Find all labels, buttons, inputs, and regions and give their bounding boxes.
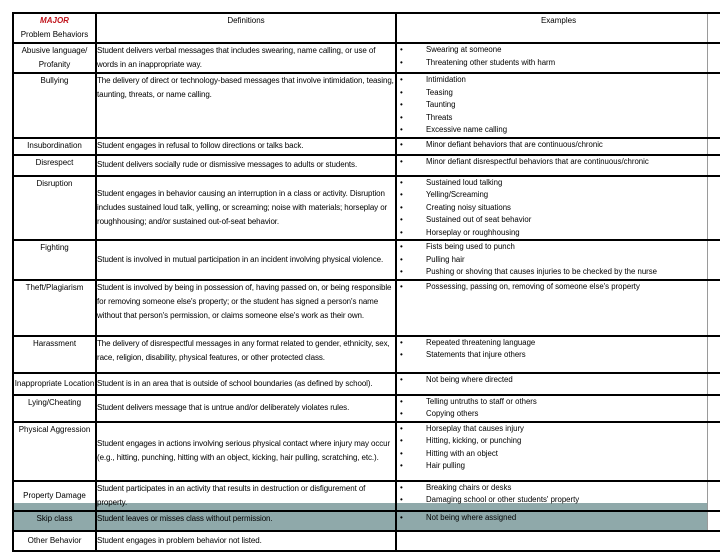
example-item [397, 396, 720, 409]
category-cell: Harassment [13, 336, 96, 373]
definition-cell: Student is involved by being in possession of, having passed on, or being responsible for removing someone else's property; or the student has signed a person's name without that person's permission, or claims someone else's work as their own. [96, 280, 396, 336]
table-row [13, 422, 720, 481]
category-cell: Skip class [13, 511, 96, 531]
example-text: Pulling hair [426, 254, 465, 264]
examples-cell [396, 481, 720, 511]
example-item [397, 349, 720, 362]
definition-cell: Student is involved in mutual participation in an incident involving physical violence. [96, 240, 396, 280]
example-text: Breaking chairs or desks [426, 482, 512, 492]
bullet-icon: • [400, 461, 403, 470]
examples-list [397, 177, 720, 240]
examples-cell [396, 240, 720, 280]
example-text: Fists being used to punch [426, 242, 515, 251]
examples-list [397, 396, 720, 421]
example-item [397, 374, 720, 387]
example-text: Telling untruths to staff or others [426, 396, 537, 406]
examples-cell [396, 531, 720, 551]
header-examples: Examples [396, 13, 720, 43]
examples-cell [396, 422, 720, 481]
example-text: Sustained out of seat behavior [426, 215, 532, 224]
examples-list [397, 281, 720, 294]
bullet-icon: • [400, 512, 403, 522]
bullet-icon: • [400, 139, 403, 149]
example-item [397, 494, 720, 507]
bullet-icon: • [400, 242, 403, 251]
bullet-icon: • [400, 156, 403, 166]
examples-list [397, 423, 720, 473]
examples-list [397, 512, 720, 525]
category-cell: Inappropriate Location [13, 373, 96, 395]
definition-cell: Student engages in actions involving serious physical contact where injury may occur (e.g., hitting, punching, hitting with an object, kicking, hair pulling, scratching, etc.). [96, 422, 396, 481]
table-row [13, 43, 720, 73]
example-text: Not being where directed [426, 374, 513, 384]
example-item [397, 460, 720, 473]
examples-cell [396, 73, 720, 138]
bullet-icon: • [400, 281, 403, 291]
example-item [397, 423, 720, 436]
table-row [13, 240, 720, 280]
definition-cell: Student leaves or misses class without permission. [96, 511, 396, 531]
examples-cell [396, 176, 720, 241]
examples-cell [396, 138, 720, 155]
examples-list [397, 337, 720, 362]
example-item [397, 87, 720, 100]
category-cell: Abusive language/ Profanity [13, 43, 96, 73]
category-cell: Disruption [13, 176, 96, 241]
example-text: Possessing, passing on, removing of someone else's property [426, 281, 640, 291]
bullet-icon: • [400, 227, 403, 237]
bullet-icon: • [400, 112, 403, 122]
table-row [13, 373, 720, 395]
example-item [397, 266, 720, 279]
example-text: Statements that injure others [426, 350, 526, 359]
bullet-icon: • [400, 409, 403, 418]
example-text: Horseplay or roughhousing [426, 227, 520, 237]
example-text: Creating noisy situations [426, 202, 511, 212]
table-row [13, 336, 720, 373]
example-item [397, 214, 720, 227]
example-item [397, 512, 720, 525]
example-item [397, 281, 720, 294]
example-text: Hitting with an object [426, 448, 498, 458]
header-definitions: Definitions [96, 13, 396, 43]
definition-cell: Student engages in problem behavior not listed. [96, 531, 396, 551]
example-text: Horseplay that causes injury [426, 423, 524, 433]
table-row [13, 280, 720, 336]
table-row [13, 155, 720, 176]
bullet-icon: • [400, 448, 403, 458]
problem-behaviors-table [12, 12, 720, 552]
example-item [397, 448, 720, 461]
bullet-icon: • [400, 396, 403, 406]
table-header-row [13, 13, 720, 43]
definition-cell: Student delivers socially rude or dismissive messages to adults or students. [96, 155, 396, 176]
table-row [13, 531, 720, 551]
bullet-icon: • [400, 436, 403, 445]
table-row [13, 395, 720, 422]
example-text: Excessive name calling [426, 125, 508, 134]
definition-cell: Student engages in refusal to follow directions or talks back. [96, 138, 396, 155]
bullet-icon: • [400, 177, 403, 187]
example-item [397, 202, 720, 215]
definition-cell: Student delivers verbal messages that includes swearing, name calling, or use of words in an inappropriate way. [96, 43, 396, 73]
examples-list [397, 139, 720, 152]
example-text: Taunting [426, 100, 456, 109]
examples-cell [396, 511, 720, 531]
category-cell: Property Damage [13, 481, 96, 511]
definition-cell: The delivery of disrespectful messages in any format related to gender, ethnicity, sex, race, religion, disability, physical features, or other protected class. [96, 336, 396, 373]
table-row [13, 511, 720, 531]
bullet-icon: • [400, 100, 403, 109]
examples-cell [396, 395, 720, 422]
bullet-icon: • [400, 267, 403, 276]
example-item [397, 337, 720, 350]
bullet-icon: • [400, 45, 403, 54]
example-item [397, 482, 720, 495]
example-text: Hitting, kicking, or punching [426, 436, 522, 445]
bullet-icon: • [400, 254, 403, 264]
examples-cell [396, 280, 720, 336]
example-text: Damaging school or other students' property [426, 495, 580, 504]
example-text: Minor defiant disrespectful behaviors that are continuous/chronic [426, 156, 649, 166]
definition-cell: The delivery of direct or technology-based messages that involve intimidation, teasing, taunting, threats, or name calling. [96, 73, 396, 138]
bullet-icon: • [400, 337, 403, 347]
bullet-icon: • [400, 482, 403, 492]
examples-cell [396, 43, 720, 73]
example-text: Minor defiant behaviors that are continuous/chronic [426, 139, 603, 149]
examples-list [397, 482, 720, 507]
example-text: Copying others [426, 409, 479, 418]
example-text: Swearing at someone [426, 45, 502, 54]
example-text: Teasing [426, 87, 453, 97]
example-item [397, 74, 720, 87]
example-text: Threats [426, 112, 453, 122]
bullet-icon: • [400, 125, 403, 134]
table-row [13, 138, 720, 155]
table-row [13, 73, 720, 138]
example-item [397, 99, 720, 112]
example-item [397, 44, 720, 57]
definition-cell: Student engages in behavior causing an interruption in a class or activity. Disruption includes sustained loud talk, yelling, or screaming; noise with materials; horseplay or roughhousing; and/or sustained out-of-seat behavior. [96, 176, 396, 241]
category-cell: Disrespect [13, 155, 96, 176]
examples-cell [396, 155, 720, 176]
example-text: Yelling/Screaming [426, 190, 489, 199]
examples-list [397, 156, 720, 169]
bullet-icon: • [400, 423, 403, 433]
bullet-icon: • [400, 202, 403, 212]
table-row [13, 481, 720, 511]
bullet-icon: • [400, 215, 403, 224]
category-cell: Fighting [13, 240, 96, 280]
category-cell: Physical Aggression [13, 422, 96, 481]
example-item [397, 227, 720, 240]
table-row [13, 176, 720, 241]
category-cell: Bullying [13, 73, 96, 138]
category-cell: Theft/Plagiarism [13, 280, 96, 336]
example-item [397, 156, 720, 169]
bullet-icon: • [400, 57, 403, 67]
examples-list [397, 374, 720, 387]
bullet-icon: • [400, 495, 403, 504]
example-item [397, 435, 720, 448]
bullet-icon: • [400, 87, 403, 97]
bullet-icon: • [400, 75, 403, 84]
example-item [397, 112, 720, 125]
example-text: Hair pulling [426, 461, 466, 470]
examples-list [397, 241, 720, 279]
example-item [397, 139, 720, 152]
category-cell: Insubordination [13, 138, 96, 155]
bullet-icon: • [400, 190, 403, 199]
examples-list [397, 74, 720, 137]
example-item [397, 189, 720, 202]
definition-cell: Student is in an area that is outside of school boundaries (as defined by school). [96, 373, 396, 395]
example-text: Pushing or shoving that causes injuries to be checked by the nurse [426, 267, 658, 276]
example-text: Repeated threatening language [426, 337, 536, 347]
example-item [397, 408, 720, 421]
major-label: MAJOR [40, 16, 69, 25]
definition-cell: Student delivers message that is untrue and/or deliberately violates rules. [96, 395, 396, 422]
definition-cell: Student participates in an activity that results in destruction or disfigurement of property. [96, 481, 396, 511]
example-item [397, 241, 720, 254]
example-item [397, 254, 720, 267]
examples-cell [396, 373, 720, 395]
bullet-icon: • [400, 350, 403, 359]
examples-cell [396, 336, 720, 373]
example-item [397, 124, 720, 137]
example-text: Not being where assigned [426, 512, 517, 522]
problem-behaviors-label: Problem Behaviors [20, 30, 89, 39]
category-cell: Other Behavior [13, 531, 96, 551]
examples-list [397, 44, 720, 69]
example-text: Intimidation [426, 75, 466, 84]
bullet-icon: • [400, 374, 403, 384]
example-text: Sustained loud talking [426, 177, 503, 187]
example-text: Threatening other students with harm [426, 57, 556, 67]
category-cell: Lying/Cheating [13, 395, 96, 422]
example-item [397, 177, 720, 190]
header-category [13, 13, 96, 43]
example-item [397, 57, 720, 70]
